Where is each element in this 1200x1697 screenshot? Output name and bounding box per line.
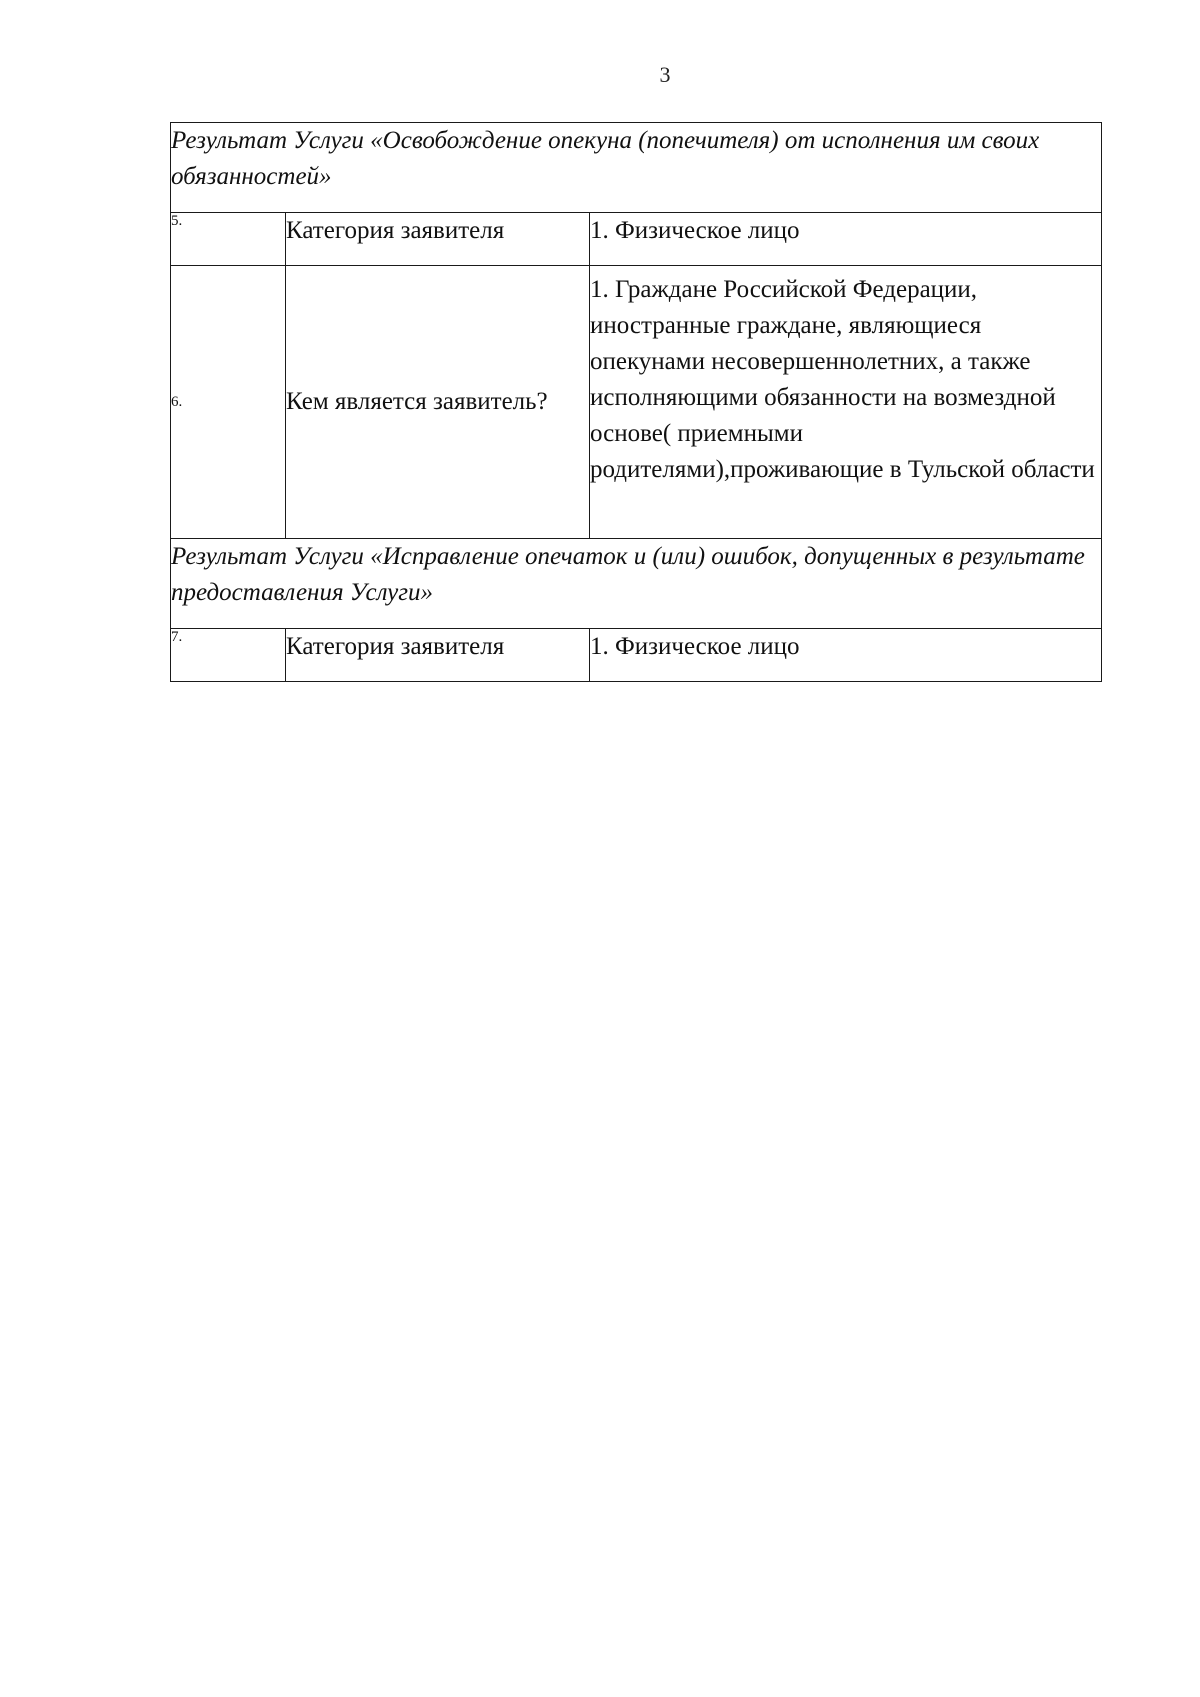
table-row (171, 629, 1102, 682)
row-category: Кем является заявитель? (286, 266, 590, 539)
row-number: 5. (171, 213, 286, 266)
section-header: Результат Услуги «Освобождение опекуна (попечителя) от исполнения им своих обязанностей» (171, 123, 1102, 213)
section-header-row (171, 123, 1102, 213)
row-number: 6. (171, 266, 286, 539)
table-row (171, 213, 1102, 266)
section-header-row (171, 539, 1102, 629)
row-category: Категория заявителя (286, 213, 590, 266)
row-category: Категория заявителя (286, 629, 590, 682)
row-value: 1. Граждане Российской Федерации, иностранные граждане, являющиеся опекунами несовершеннолетних, а также исполняющими обязанности на возмездной основе( приемными родителями),проживающие в Тульской области (590, 266, 1102, 539)
page-number: 3 (659, 62, 671, 87)
applicant-table (170, 122, 1102, 682)
row-value: 1. Физическое лицо (590, 213, 1102, 266)
row-number: 7. (171, 629, 286, 682)
table-row (171, 266, 1102, 539)
section-header: Результат Услуги «Исправление опечаток и (или) ошибок, допущенных в результате предоставления Услуги» (171, 539, 1102, 629)
row-value: 1. Физическое лицо (590, 629, 1102, 682)
